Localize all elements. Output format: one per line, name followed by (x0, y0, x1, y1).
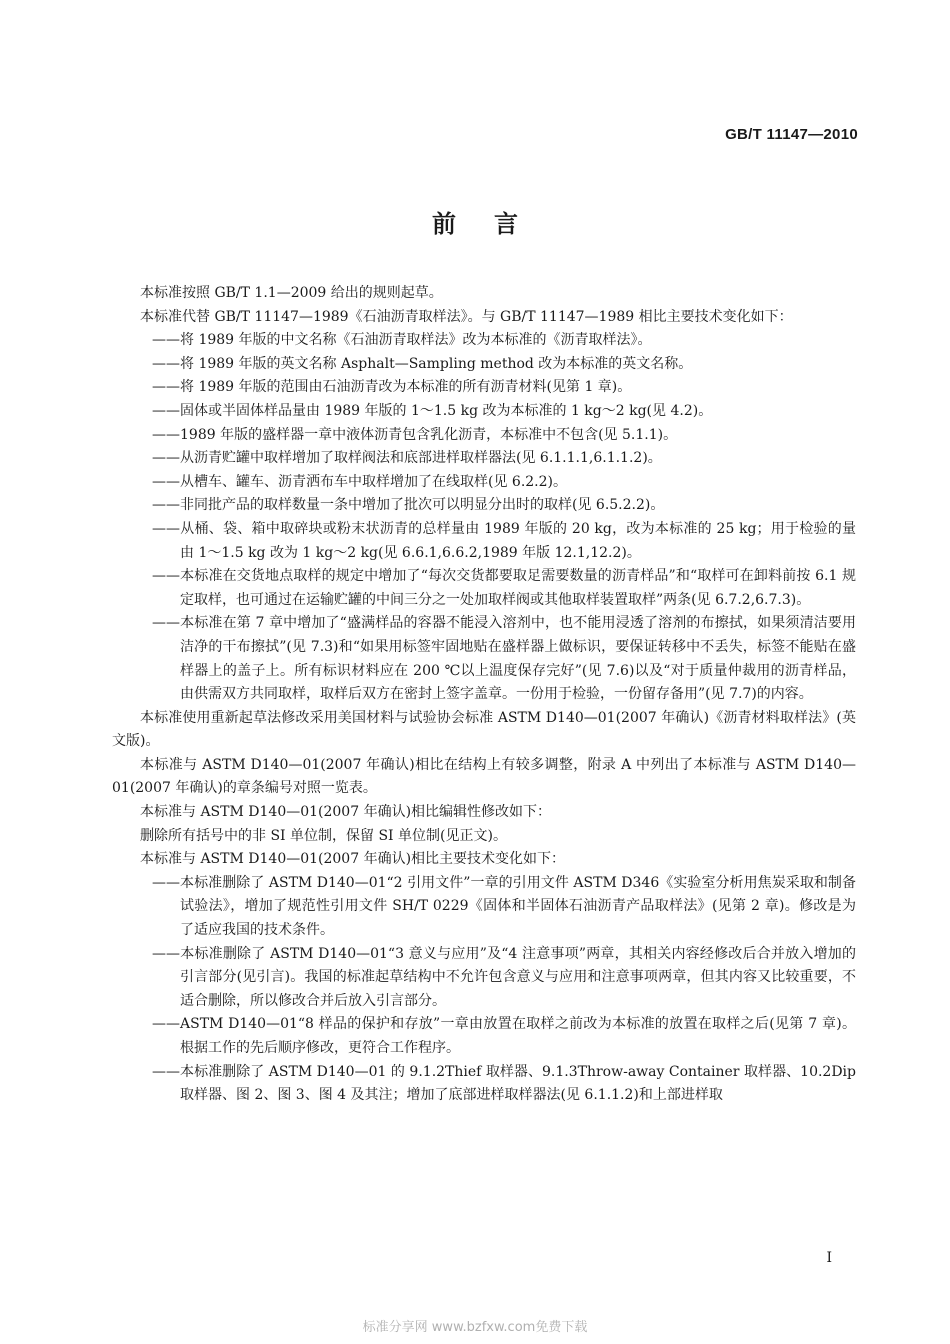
list-item: ——将 1989 年版的英文名称 Asphalt—Sampling method 改为本标准的英文名称。 (152, 355, 693, 372)
page-title: 前言 (432, 210, 556, 238)
list-item: ——本标准在第 7 章中增加了“盛满样品的容器不能浸入溶剂中，也不能用浸透了溶剂的布擦拭，如果须清洁要用洁净的干布擦拭”(见 7.3)和“如果用标签牢固地贴在盛样器上做标识，要保证转移中不丢失，标签不能贴在盛样器上的盖子上。所有标识材料应在 200 ℃以上温度保存完好”(见 7.6)以及“对于质量仲裁用的沥青样品，由供需双方共同取样，取样后双方在密封上签字盖章。一份用于检验，一份留存备用”(见 7.7)的内容。 (152, 615, 856, 703)
paragraph: 本标准按照 GB/T 1.1—2009 给出的规则起草。 (140, 285, 443, 301)
paragraph: 本标准与 ASTM D140—01(2007 年确认)相比主要技术变化如下： (140, 851, 566, 868)
list-item: ——本标准删除了 ASTM D140—01 的 9.1.2Thief 取样器、9.1.3Throw-away Container 取样器、10.2Dip 取样器、图 2、图 3、图 4 及其注；增加了底部进样取样器法(见 6.1.1.2)和上部进样取 (152, 1063, 856, 1104)
list-item: ——1989 年版的盛样器一章中液体沥青包含乳化沥青，本标准中不包含(见 5.1.1)。 (152, 426, 678, 443)
paragraph: 本标准与 ASTM D140—01(2007 年确认)相比编辑性修改如下： (140, 804, 552, 821)
list-item: ——本标准删除了 ASTM D140—01“2 引用文件”一章的引用文件 ASTM D346《实验室分析用焦炭采取和制备试验法》，增加了规范性引用文件 SH/T 0229《固体和半固体石油沥青产品取样法》(见第 2 章)。修改是为了适应我国的技术条件。 (152, 874, 856, 939)
paragraph: 本标准代替 GB/T 11147—1989《石油沥青取样法》。与 GB/T 11147—1989 相比主要技术变化如下： (140, 308, 793, 325)
list-item: ——本标准在交货地点取样的规定中增加了“每次交货都要取足需要数量的沥青样品”和“取样可在卸料前按 6.1 规定取样，也可通过在运输贮罐的中间三分之一处加取样阀或其他取样装置取样”两条(见 6.7.2,6.7.3)。 (152, 568, 856, 608)
paragraph: 本标准使用重新起草法修改采用美国材料与试验协会标准 ASTM D140—01(2007 年确认)《沥青材料取样法》(英文版)。 (112, 709, 856, 750)
list-item: ——将 1989 年版的中文名称《石油沥青取样法》改为本标准的《沥青取样法》。 (152, 332, 652, 349)
list-item: ——非同批产品的取样数量一条中增加了批次可以明显分出时的取样(见 6.5.2.2)。 (152, 497, 665, 514)
paragraph: 删除所有括号中的非 SI 单位制，保留 SI 单位制(见正文)。 (140, 827, 507, 844)
list-item: ——从槽车、罐车、沥青洒布车中取样增加了在线取样(见 6.2.2)。 (152, 473, 567, 490)
list-item: ——从沥青贮罐中取样增加了取样阀法和底部进样取样器法(见 6.1.1.1,6.1.1.2)。 (152, 450, 662, 467)
list-item: ——本标准删除了 ASTM D140—01“3 意义与应用”及“4 注意事项”两章，其相关内容经修改后合并放入增加的引言部分(见引言)。我国的标准起草结构中不允许包含意义与应用和注意事项两章，但其内容又比较重要，不适合删除，所以修改合并后放入引言部分。 (152, 945, 856, 1009)
list-item: ——从桶、袋、箱中取碎块或粉末状沥青的总样量由 1989 年版的 20 kg，改为本标准的 25 kg；用于检验的量由 1～1.5 kg 改为 1 kg～2 kg(见 6.6.1,6.6.2,1989 年版 12.1,12.2)。 (152, 520, 856, 561)
document-body (112, 282, 856, 1108)
paragraph: 本标准与 ASTM D140—01(2007 年确认)相比在结构上有较多调整，附录 A 中列出了本标准与 ASTM D140—01(2007 年确认)的章条编号对照一览表。 (112, 756, 856, 797)
list-item: ——将 1989 年版的范围由石油沥青改为本标准的所有沥青材料(见第 1 章)。 (152, 379, 632, 396)
list-item: ——ASTM D140—01“8 样品的保护和存放”一章由放置在取样之前改为本标准的放置在取样之后(见第 7 章)。根据工作的先后顺序修改，更符合工作程序。 (152, 1016, 856, 1056)
list-item: ——固体或半固体样品量由 1989 年版的 1～1.5 kg 改为本标准的 1 kg～2 kg(见 4.2)。 (152, 402, 713, 419)
page-number: I (826, 1250, 832, 1266)
standard-code: GB/T 11147—2010 (725, 126, 858, 143)
footer-watermark: 标准分享网 www.bzfxw.com免费下载 (362, 1320, 588, 1335)
